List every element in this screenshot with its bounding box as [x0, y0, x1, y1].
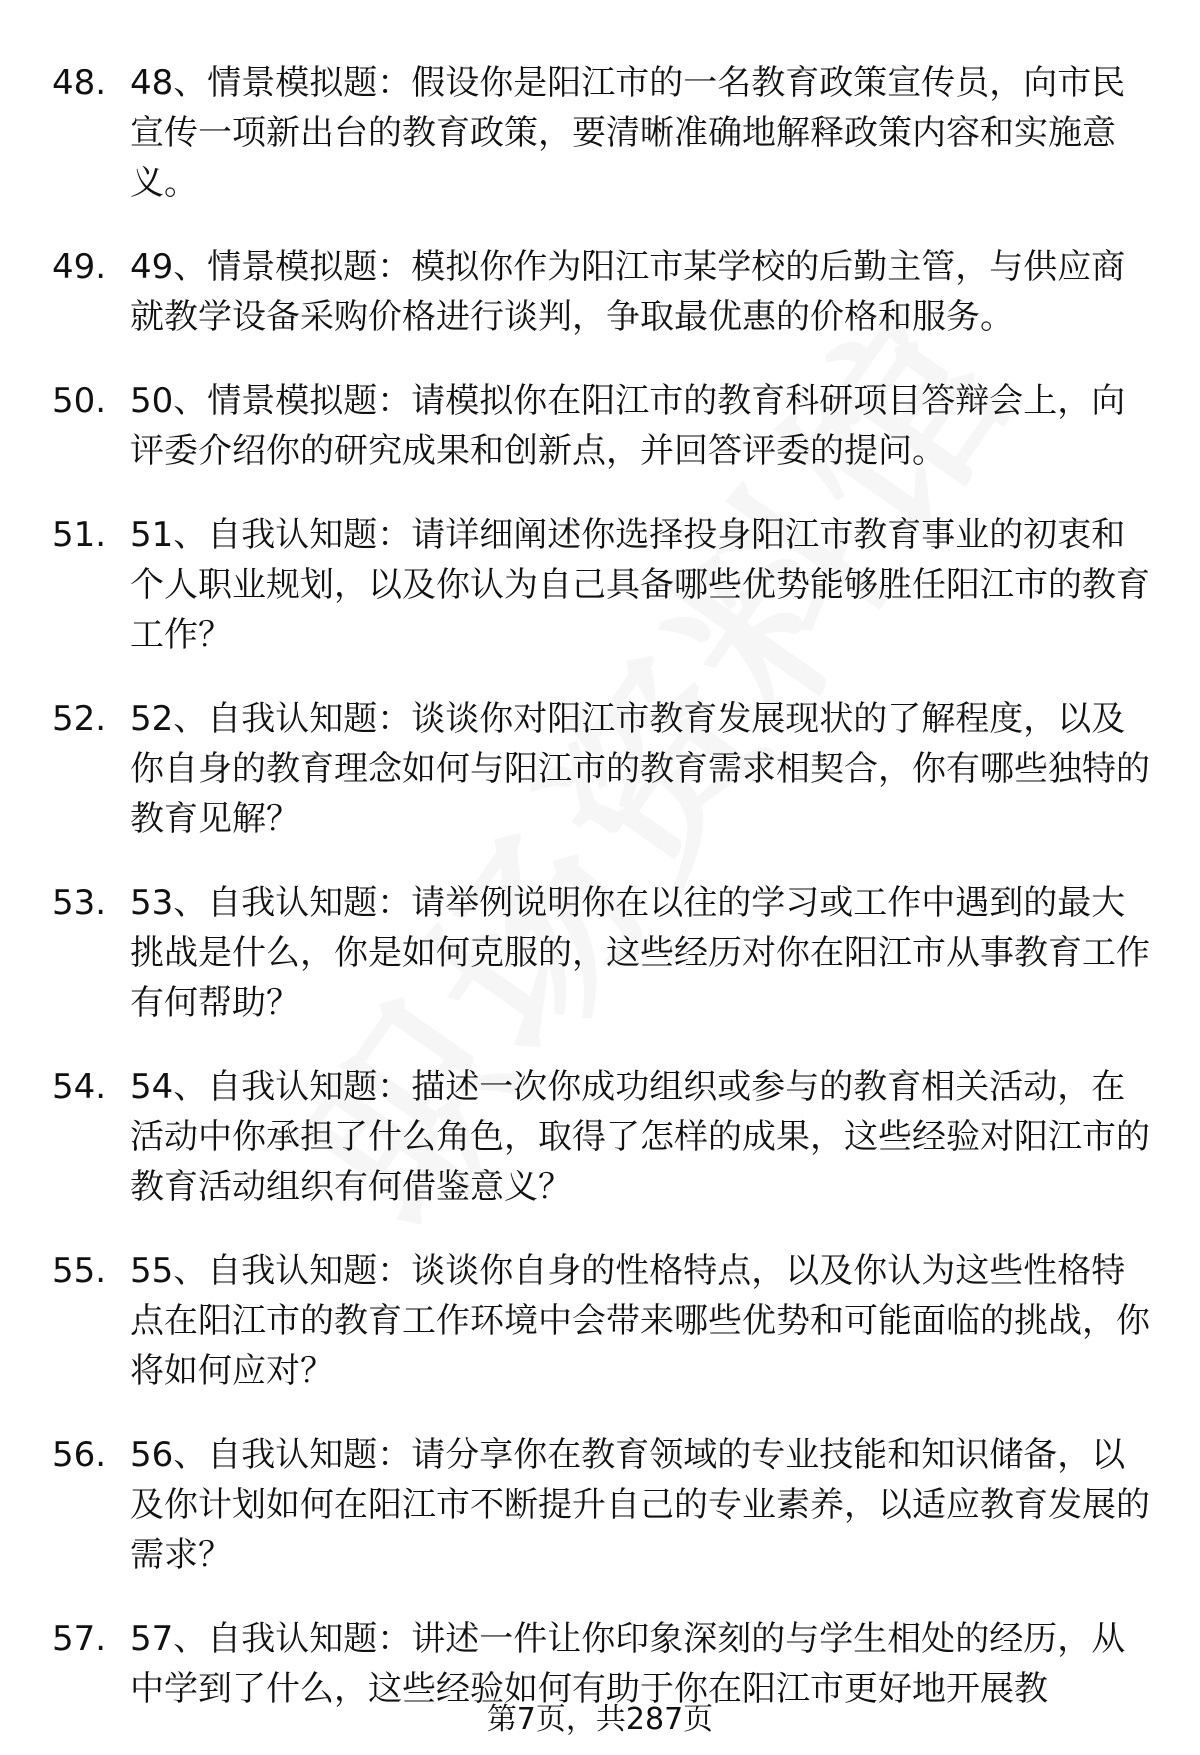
page-footer: 第7页，共287页 [486, 1702, 714, 1737]
item-number: 48. [52, 63, 107, 103]
item-text: 48、情景模拟题：假设你是阳江市的一名教育政策宣传员，向市民宣传一项新出台的教育政策，要清晰准确地解释政策内容和实施意义。 [130, 63, 1126, 203]
item-number: 51. [52, 515, 107, 555]
item-text: 53、自我认知题：请举例说明你在以往的学习或工作中遇到的最大挑战是什么，你是如何克服的，这些经历对你在阳江市从事教育工作有何帮助？ [130, 883, 1150, 1023]
item-number: 53. [52, 883, 107, 923]
item-number: 54. [52, 1067, 107, 1107]
item-text: 57、自我认知题：讲述一件让你印象深刻的与学生相处的经历，从中学到了什么，这些经验如何有助于你在阳江市更好地开展教 [130, 1619, 1126, 1709]
item-number: 56. [52, 1435, 107, 1475]
item-text: 52、自我认知题：谈谈你对阳江市教育发展现状的了解程度，以及你自身的教育理念如何与阳江市的教育需求相契合，你有哪些独特的教育见解？ [130, 699, 1150, 839]
item-text: 51、自我认知题：请详细阐述你选择投身阳江市教育事业的初衷和个人职业规划，以及你认为自己具备哪些优势能够胜任阳江市的教育工作？ [130, 515, 1150, 655]
list-item [52, 242, 1152, 342]
question-list [52, 58, 1152, 1748]
item-number: 49. [52, 247, 107, 287]
item-text: 55、自我认知题：谈谈你自身的性格特点，以及你认为这些性格特点在阳江市的教育工作环境中会带来哪些优势和可能面临的挑战，你将如何应对？ [130, 1251, 1150, 1391]
list-item [52, 1614, 1152, 1714]
item-number: 57. [52, 1619, 107, 1659]
list-item [52, 376, 1152, 476]
list-item [52, 878, 1152, 1028]
list-item [52, 1246, 1152, 1396]
list-item [52, 694, 1152, 844]
list-item [52, 58, 1152, 208]
list-item [52, 1430, 1152, 1580]
item-text: 49、情景模拟题：模拟你作为阳江市某学校的后勤主管，与供应商就教学设备采购价格进行谈判，争取最优惠的价格和服务。 [130, 247, 1126, 337]
item-number: 50. [52, 381, 107, 421]
list-item [52, 1062, 1152, 1212]
item-text: 54、自我认知题：描述一次你成功组织或参与的教育相关活动，在活动中你承担了什么角色，取得了怎样的成果，这些经验对阳江市的教育活动组织有何借鉴意义？ [130, 1067, 1150, 1207]
item-number: 55. [52, 1251, 107, 1291]
item-number: 52. [52, 699, 107, 739]
item-text: 56、自我认知题：请分享你在教育领域的专业技能和知识储备，以及你计划如何在阳江市不断提升自己的专业素养，以适应教育发展的需求？ [130, 1435, 1150, 1575]
list-item [52, 510, 1152, 660]
item-text: 50、情景模拟题：请模拟你在阳江市的教育科研项目答辩会上，向评委介绍你的研究成果和创新点，并回答评委的提问。 [130, 381, 1126, 471]
